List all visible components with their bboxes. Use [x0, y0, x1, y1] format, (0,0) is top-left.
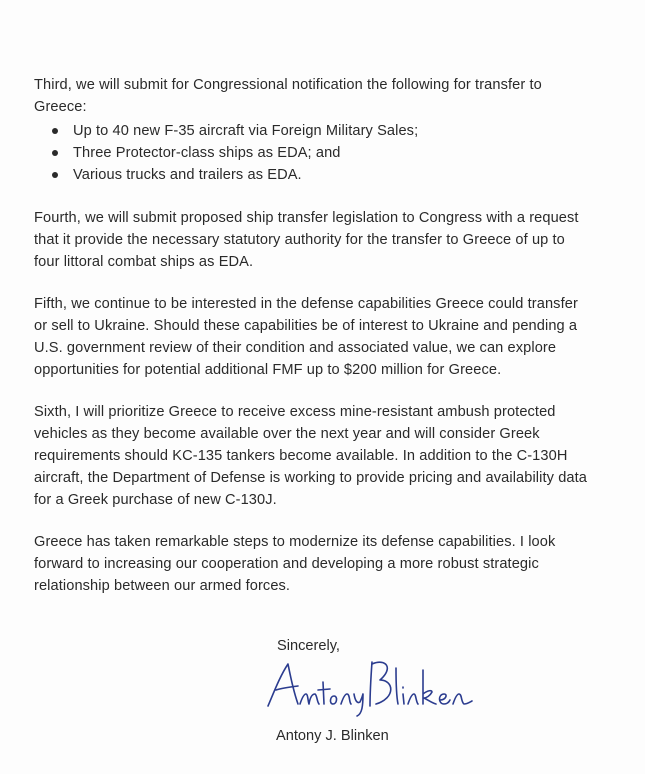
list-item [52, 120, 594, 142]
paragraph-third: Third, we will submit for Congressional notification the following for transfer to Greece: [34, 77, 542, 115]
bullet-icon [52, 150, 58, 156]
handwritten-signature [262, 654, 502, 718]
paragraph-fifth: Fifth, we continue to be interested in the defense capabilities Greece could transfer or sell to Ukraine. Should these capabilities be of interest to Ukraine and pending a U.S. government review of their condition and associated value, we can explore opportunities for potential additional FMF up to $200 million for Greece. [34, 296, 578, 378]
list-item [52, 164, 594, 186]
bullet-icon [52, 172, 58, 178]
transfer-list [34, 120, 594, 186]
paragraph-fourth: Fourth, we will submit proposed ship transfer legislation to Congress with a request that it provide the necessary statutory authority for the transfer to Greece of up to four littoral combat ships as EDA. [34, 210, 579, 270]
bullet-icon [52, 128, 58, 134]
list-item-text: Various trucks and trailers as EDA. [73, 167, 302, 183]
paragraph-closing-remarks: Greece has taken remarkable steps to modernize its defense capabilities. I look forward to increasing our cooperation and developing a more robust strategic relationship between our armed forces. [34, 534, 556, 594]
signer-name: Antony J. Blinken [276, 728, 389, 744]
paragraph-sixth: Sixth, I will prioritize Greece to receive excess mine-resistant ambush protected vehicles as they become available over the next year and will consider Greek requirements should KC-135 tankers become available. In addition to the C-130H aircraft, the Department of Defense is working to provide pricing and availability data for a Greek purchase of new C-130J. [34, 404, 588, 508]
list-item [52, 142, 594, 164]
closing-salutation: Sincerely, [277, 638, 340, 654]
signature-text: Antony Blinken [262, 654, 269, 655]
list-item-text: Three Protector-class ships as EDA; and [73, 145, 341, 161]
letter-body [34, 74, 594, 617]
list-item-text: Up to 40 new F-35 aircraft via Foreign Military Sales; [73, 123, 419, 139]
